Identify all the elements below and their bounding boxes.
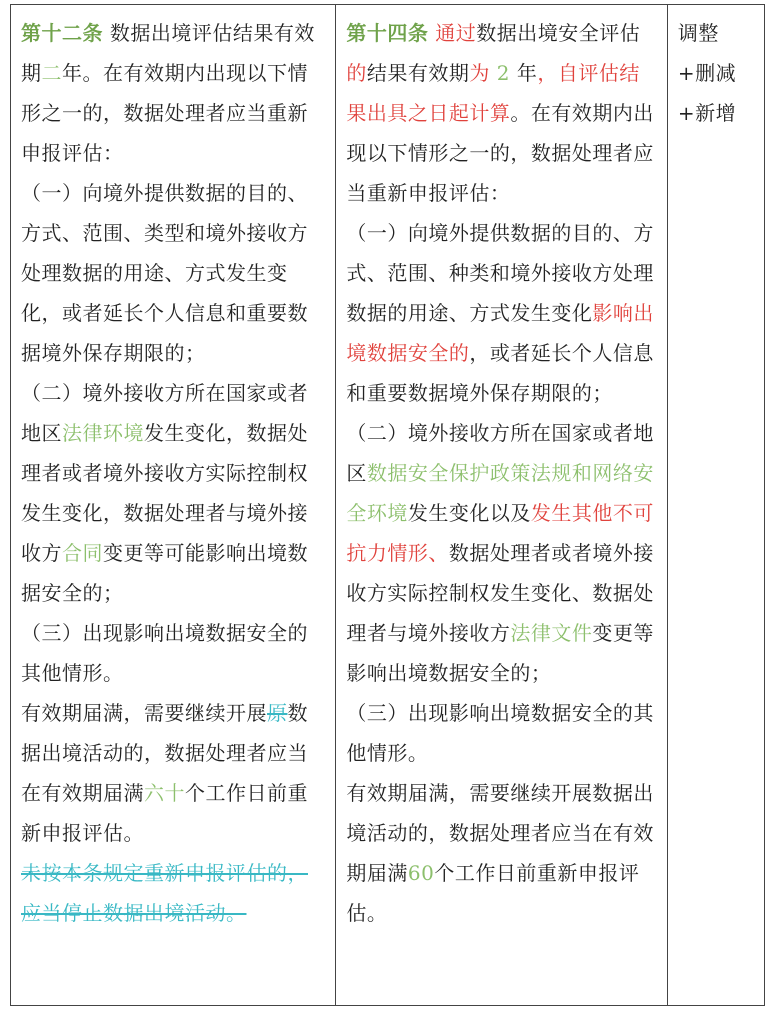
text-run: 数据出境安全评估	[476, 21, 641, 45]
text-run: 。在有效期内出现以下情形之一的，数据处理者应当重新申报评估：	[346, 101, 654, 205]
added-text: 影响出境数据安全的	[346, 301, 654, 365]
table-row	[11, 5, 765, 1006]
old-article-number: 第十二条	[21, 21, 103, 45]
text-run: 数据出境活动的，数据处理者应当在有效期届满	[21, 701, 308, 805]
text-run: （二）境外接收方所在国家或者地区	[346, 421, 654, 485]
added-text: ，自评估结果出具之日起计算	[346, 61, 640, 125]
new-article-para-end	[346, 773, 656, 933]
old-article-para-end	[21, 693, 325, 853]
added-text: 的	[346, 61, 367, 85]
text-run: 年。在有效期内出现以下情形之一的，数据处理者应当重新申报评估：	[21, 61, 308, 165]
added-text: 通过	[435, 21, 477, 45]
changed-text: 2	[496, 61, 511, 85]
added-text: 发生其他不可抗力情形、	[346, 501, 654, 565]
changed-text: 数据安全保护政策法规和网络安全环境	[346, 461, 654, 525]
new-article-number: 第十四条	[346, 21, 429, 45]
old-article-para-1	[21, 13, 325, 173]
text-run: 数据出境评估结果有效期	[21, 21, 315, 85]
comparison-table	[10, 4, 765, 1006]
changed-text: 二	[41, 61, 62, 85]
new-item-2	[346, 413, 656, 693]
changed-text: 合同	[62, 541, 103, 565]
text-run: （二）境外接收方所在国家或者地区	[21, 381, 308, 445]
text-run: 有效期届满，需要继续开展	[21, 701, 267, 725]
new-article-para-1	[346, 13, 656, 213]
changed-text: 法律环境	[62, 421, 144, 445]
changed-text: 六十	[144, 781, 185, 805]
changed-text: 法律文件	[510, 621, 593, 645]
old-item-1: （一）向境外提供数据的目的、方式、范围、类型和境外接收方处理数据的用途、方式发生变化，或者延长个人信息和重要数据境外保存期限的；	[21, 181, 308, 365]
change-note-cell	[667, 5, 764, 1006]
text-run: （一）向境外提供数据的目的、方式、范围、种类和境外接收方处理数据的用途、方式发生变化	[346, 221, 654, 325]
text-run: 个工作日前重新申报评估。	[346, 861, 640, 925]
text-run: 结果有效期	[366, 61, 470, 85]
text-run: 变更等可能影响出境数据安全的；	[21, 541, 308, 605]
text-run: 变更等影响出境数据安全的；	[346, 621, 654, 685]
added-text: 为	[469, 61, 490, 85]
old-article-cell	[11, 5, 336, 1006]
text-run: 年	[516, 61, 538, 85]
change-note: 调整+删减+新增	[677, 21, 737, 125]
text-run: 发生变化以及	[407, 501, 531, 525]
text-run: 个工作日前重新申报评估。	[21, 781, 308, 845]
old-deleted-sentence: 未按本条规定重新申报评估的，应当停止数据出境活动。	[21, 861, 308, 925]
deleted-text: 原	[267, 701, 288, 725]
old-item-2	[21, 373, 325, 613]
changed-text: 60	[407, 861, 435, 885]
new-item-3: （三）出现影响出境数据安全的其他情形。	[346, 701, 654, 765]
text-run: 有效期届满，需要继续开展数据出境活动的，数据处理者应当在有效期届满	[346, 781, 654, 885]
text-run: 数据处理者或者境外接收方实际控制权发生变化、数据处理者与境外接收方	[346, 541, 654, 645]
text-run: 发生变化，数据处理者或者境外接收方实际控制权发生变化，数据处理者与境外接收方	[21, 421, 308, 565]
old-item-3: （三）出现影响出境数据安全的其他情形。	[21, 621, 308, 685]
text-run: ，或者延长个人信息和重要数据境外保存期限的；	[346, 341, 654, 405]
new-item-1	[346, 213, 656, 413]
new-article-cell	[336, 5, 667, 1006]
